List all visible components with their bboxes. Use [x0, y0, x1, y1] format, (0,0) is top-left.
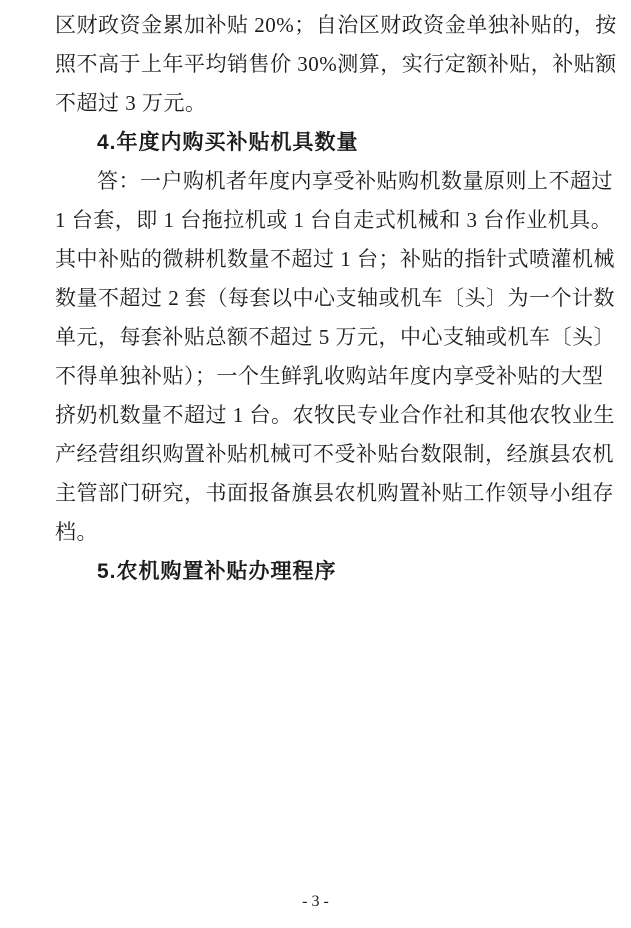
paragraph-line: 不超过 3 万元。: [55, 91, 207, 115]
paragraph-line: 单元，每套补贴总额不超过 5 万元，中心支轴或机车〔头〕: [55, 325, 615, 349]
paragraph-line: 其中补贴的微耕机数量不超过 1 台；补贴的指针式喷灌机械: [55, 247, 615, 271]
paragraph-line: 不得单独补贴）；一个生鲜乳收购站年度内享受补贴的大型: [55, 364, 604, 388]
paragraph-line: 产经营组织购置补贴机械可不受补贴台数限制，经旗县农机: [55, 442, 614, 466]
paragraph-line: 档。: [55, 520, 98, 544]
paragraph-line: 照不高于上年平均销售价 30%测算，实行定额补贴，补贴额: [55, 52, 617, 76]
document-body: [55, 6, 617, 591]
paragraph-line: 答：一户购机者年度内享受补贴购机数量原则上不超过: [97, 169, 613, 193]
paragraph-line: 区财政资金累加补贴 20%；自治区财政资金单独补贴的，按: [55, 13, 617, 37]
paragraph-line: 挤奶机数量不超过 1 台。农牧民专业合作社和其他农牧业生: [55, 403, 615, 427]
page-number: - 3 -: [302, 893, 329, 910]
paragraph-line: 数量不超过 2 套（每套以中心支轴或机车〔头〕为一个计数: [55, 286, 615, 310]
section-heading-5: 5.农机购置补贴办理程序: [97, 560, 337, 583]
section-heading-4: 4.年度内购买补贴机具数量: [97, 131, 359, 154]
paragraph-line: 1 台套，即 1 台拖拉机或 1 台自走式机械和 3 台作业机具。: [55, 208, 613, 232]
paragraph-line: 主管部门研究，书面报备旗县农机购置补贴工作领导小组存: [55, 481, 614, 505]
